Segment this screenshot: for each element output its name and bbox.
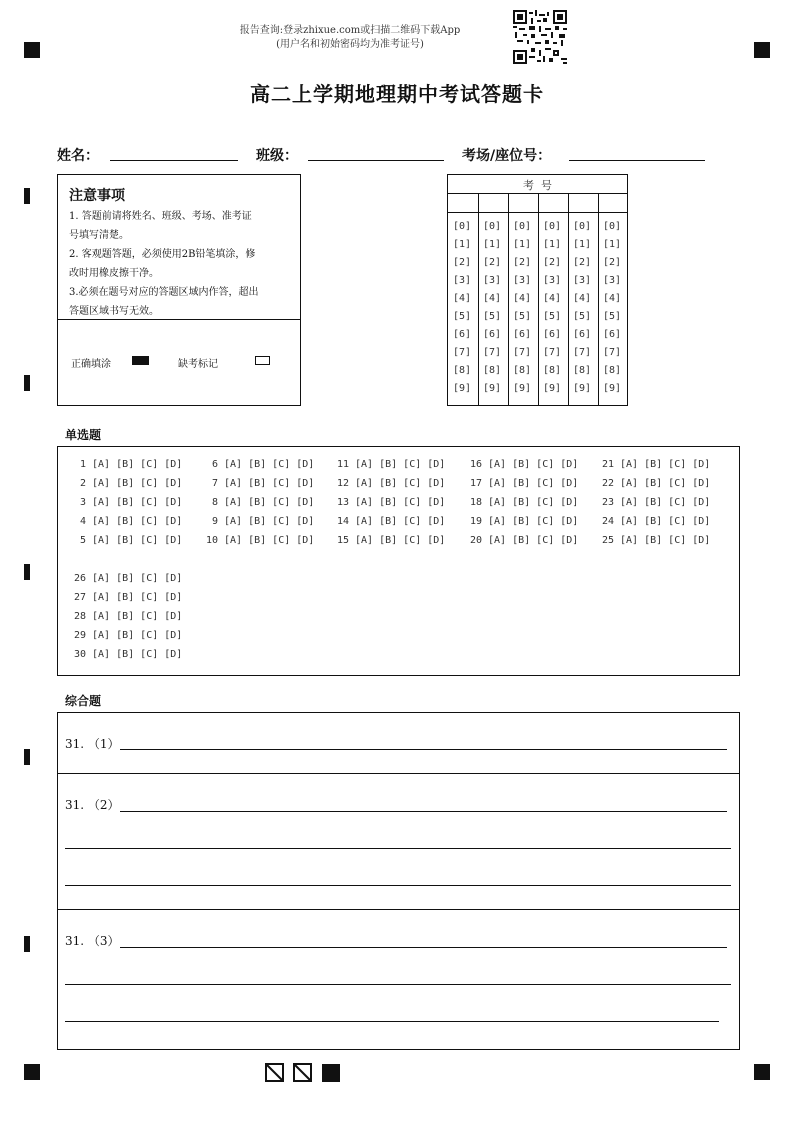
absent-mark-label: 缺考标记	[178, 359, 218, 370]
section-divider	[58, 909, 739, 910]
exam-digit-bubble[interactable]: [2]	[513, 257, 532, 268]
exam-digit-bubble[interactable]: [3]	[453, 275, 472, 286]
exam-digit-bubble[interactable]: [0]	[453, 221, 472, 232]
question-row	[468, 535, 578, 546]
exam-digit-bubble[interactable]: [6]	[603, 329, 622, 340]
exam-digit-bubble[interactable]: [9]	[483, 383, 502, 394]
answer-line[interactable]	[65, 1021, 719, 1022]
exam-digit-bubble[interactable]: [6]	[513, 329, 532, 340]
exam-digit-bubble[interactable]: [4]	[573, 293, 592, 304]
answer-options[interactable]: [A] [B] [C] [D]	[349, 497, 446, 508]
question-row	[72, 497, 182, 508]
question-number: 26	[73, 573, 86, 584]
exam-digit-bubble[interactable]: [3]	[573, 275, 592, 286]
answer-options[interactable]: [A] [B] [C] [D]	[482, 516, 579, 527]
question-number: 20	[469, 535, 482, 546]
exam-digit-bubble[interactable]: [3]	[483, 275, 502, 286]
question-number: 25	[601, 535, 614, 546]
question-row	[335, 497, 445, 508]
question-row	[72, 478, 182, 489]
exam-digit-bubble[interactable]: [5]	[573, 311, 592, 322]
exam-digit-bubble[interactable]: [2]	[453, 257, 472, 268]
answer-options[interactable]: [A] [B] [C] [D]	[482, 459, 579, 470]
timing-mark	[24, 936, 30, 952]
answer-line[interactable]	[120, 749, 727, 750]
answer-options[interactable]: [A] [B] [C] [D]	[218, 516, 315, 527]
answer-options[interactable]: [A] [B] [C] [D]	[86, 459, 183, 470]
notes-line: 改时用橡皮擦干净。	[69, 268, 159, 279]
seat-field[interactable]	[569, 160, 705, 161]
notes-line: 答题区域书写无效。	[69, 306, 159, 317]
question-number: 27	[73, 592, 86, 603]
exam-digit-bubble[interactable]: [2]	[603, 257, 622, 268]
section-divider	[58, 773, 739, 774]
question-row	[72, 630, 182, 641]
answer-options[interactable]: [A] [B] [C] [D]	[86, 611, 183, 622]
exam-digit-bubble[interactable]: [0]	[483, 221, 502, 232]
exam-digit-bubble[interactable]: [7]	[483, 347, 502, 358]
question-row	[72, 535, 182, 546]
exam-digit-bubble[interactable]: [1]	[573, 239, 592, 250]
exam-digit-bubble[interactable]: [3]	[543, 275, 562, 286]
exam-digit-bubble[interactable]: [4]	[513, 293, 532, 304]
name-label: 姓名：	[57, 148, 99, 164]
question-row	[204, 459, 314, 470]
question-number: 11	[336, 459, 349, 470]
question-number: 28	[73, 611, 86, 622]
exam-digit-bubble[interactable]: [8]	[573, 365, 592, 376]
question-number: 30	[73, 649, 86, 660]
answer-options[interactable]: [A] [B] [C] [D]	[218, 478, 315, 489]
exam-digit-bubble[interactable]: [9]	[453, 383, 472, 394]
exam-digit-bubble[interactable]: [1]	[483, 239, 502, 250]
question-row	[72, 592, 182, 603]
exam-digit-bubble[interactable]: [9]	[573, 383, 592, 394]
question-number: 2	[79, 478, 86, 489]
registration-mark-top-left	[24, 42, 40, 58]
question-number: 23	[601, 497, 614, 508]
question-number: 3	[79, 497, 86, 508]
question-31-2-label: 31. （2）	[65, 798, 120, 812]
answer-line[interactable]	[120, 811, 727, 812]
exam-digit-bubble[interactable]: [4]	[543, 293, 562, 304]
exam-digit-bubble[interactable]: [1]	[543, 239, 562, 250]
question-row	[204, 535, 314, 546]
page-title: 高二上学期地理期中考试答题卡	[250, 82, 544, 106]
question-row	[335, 516, 445, 527]
registration-mark-bottom-right	[754, 1064, 770, 1080]
exam-digit-bubble[interactable]: [6]	[453, 329, 472, 340]
single-choice-box	[57, 446, 740, 676]
answer-options[interactable]: [A] [B] [C] [D]	[482, 497, 579, 508]
answer-options[interactable]: [A] [B] [C] [D]	[86, 592, 183, 603]
exam-digit-bubble[interactable]: [1]	[603, 239, 622, 250]
timing-mark	[24, 749, 30, 765]
exam-digit-bubble[interactable]: [5]	[603, 311, 622, 322]
registration-mark-top-right	[754, 42, 770, 58]
exam-digit-bubble[interactable]: [7]	[573, 347, 592, 358]
report-query-note	[200, 24, 500, 52]
question-row	[204, 497, 314, 508]
answer-options[interactable]: [A] [B] [C] [D]	[86, 573, 183, 584]
crossed-box-icon	[266, 1064, 283, 1081]
answer-line[interactable]	[65, 885, 731, 886]
question-number: 14	[336, 516, 349, 527]
exam-digit-bubble[interactable]: [7]	[513, 347, 532, 358]
question-number: 13	[336, 497, 349, 508]
answer-options[interactable]: [A] [B] [C] [D]	[218, 497, 315, 508]
answer-options[interactable]: [A] [B] [C] [D]	[86, 630, 183, 641]
question-number: 9	[211, 516, 218, 527]
exam-digit-bubble[interactable]: [5]	[453, 311, 472, 322]
exam-digit-bubble[interactable]: [0]	[603, 221, 622, 232]
answer-line[interactable]	[120, 947, 727, 948]
question-row	[468, 516, 578, 527]
filled-box-icon	[322, 1064, 340, 1082]
question-row	[600, 478, 710, 489]
question-number: 22	[601, 478, 614, 489]
exam-digit-bubble[interactable]: [5]	[483, 311, 502, 322]
exam-digit-bubble[interactable]: [9]	[513, 383, 532, 394]
answer-options[interactable]: [A] [B] [C] [D]	[482, 535, 579, 546]
question-row	[468, 497, 578, 508]
question-31-1-label: 31. （1）	[65, 737, 120, 751]
exam-digit-bubble[interactable]: [8]	[543, 365, 562, 376]
answer-options[interactable]: [A] [B] [C] [D]	[614, 497, 711, 508]
exam-digit-bubble[interactable]: [4]	[483, 293, 502, 304]
timing-mark	[24, 188, 30, 204]
answer-options[interactable]: [A] [B] [C] [D]	[349, 478, 446, 489]
answer-options[interactable]: [A] [B] [C] [D]	[349, 459, 446, 470]
exam-digit-bubble[interactable]: [9]	[603, 383, 622, 394]
exam-digit-bubble[interactable]: [7]	[543, 347, 562, 358]
exam-digit-bubble[interactable]: [8]	[513, 365, 532, 376]
class-field[interactable]	[308, 160, 444, 161]
question-row	[204, 516, 314, 527]
exam-digit-bubble[interactable]: [3]	[603, 275, 622, 286]
page-id-marks	[265, 1063, 343, 1083]
question-row	[204, 478, 314, 489]
correct-fill-sample	[132, 356, 149, 365]
exam-digit-bubble[interactable]: [0]	[543, 221, 562, 232]
question-number: 19	[469, 516, 482, 527]
qr-code	[513, 10, 567, 64]
notes-line: 号填写清楚。	[69, 230, 129, 241]
answer-options[interactable]: [A] [B] [C] [D]	[614, 459, 711, 470]
exam-number-title: 考 号	[523, 179, 552, 192]
exam-digit-bubble[interactable]: [3]	[513, 275, 532, 286]
exam-digit-bubble[interactable]: [0]	[573, 221, 592, 232]
class-label: 班级：	[256, 148, 298, 164]
question-row	[600, 459, 710, 470]
question-row	[468, 478, 578, 489]
exam-digit-bubble[interactable]: [0]	[513, 221, 532, 232]
exam-digit-bubble[interactable]: [5]	[513, 311, 532, 322]
question-number: 12	[336, 478, 349, 489]
report-query-line1: 报告查询:登录zhixue.com或扫描二维码下载App	[239, 25, 461, 36]
question-row	[335, 478, 445, 489]
question-number: 15	[336, 535, 349, 546]
question-number: 29	[73, 630, 86, 641]
answer-options[interactable]: [A] [B] [C] [D]	[349, 535, 446, 546]
question-row	[600, 497, 710, 508]
exam-digit-bubble[interactable]: [1]	[513, 239, 532, 250]
question-number: 1	[79, 459, 86, 470]
exam-digit-bubble[interactable]: [8]	[603, 365, 622, 376]
correct-fill-label: 正确填涂	[71, 359, 111, 370]
answer-options[interactable]: [A] [B] [C] [D]	[349, 516, 446, 527]
exam-number-col-dividers	[448, 193, 627, 405]
exam-digit-bubble[interactable]: [6]	[483, 329, 502, 340]
answer-options[interactable]: [A] [B] [C] [D]	[218, 535, 315, 546]
answer-options[interactable]: [A] [B] [C] [D]	[614, 535, 711, 546]
absent-mark-box[interactable]	[255, 356, 270, 365]
exam-digit-bubble[interactable]: [8]	[453, 365, 472, 376]
registration-mark-bottom-left	[24, 1064, 40, 1080]
exam-digit-bubble[interactable]: [2]	[483, 257, 502, 268]
notes-line: 2. 客观题答题，必须使用2B铅笔填涂，修	[69, 249, 256, 260]
question-number: 7	[211, 478, 218, 489]
exam-digit-bubble[interactable]: [2]	[573, 257, 592, 268]
notes-text	[69, 207, 297, 321]
answer-options[interactable]: [A] [B] [C] [D]	[86, 649, 183, 660]
exam-digit-bubble[interactable]: [8]	[483, 365, 502, 376]
answer-line[interactable]	[65, 848, 731, 849]
notes-box	[57, 174, 301, 406]
notes-divider	[58, 319, 300, 320]
notes-line: 3.必须在题号对应的答题区域内作答，超出	[69, 287, 259, 298]
question-number: 5	[79, 535, 86, 546]
answer-options[interactable]: [A] [B] [C] [D]	[218, 459, 315, 470]
exam-digit-bubble[interactable]: [7]	[603, 347, 622, 358]
exam-digit-bubble[interactable]: [2]	[543, 257, 562, 268]
answer-options[interactable]: [A] [B] [C] [D]	[482, 478, 579, 489]
question-row	[72, 516, 182, 527]
question-row	[72, 611, 182, 622]
timing-mark	[24, 564, 30, 580]
crossed-box-icon	[294, 1064, 311, 1081]
question-number: 6	[211, 459, 218, 470]
exam-digit-bubble[interactable]: [5]	[543, 311, 562, 322]
question-31-3-label: 31. （3）	[65, 934, 120, 948]
report-query-line2: (用户名和初始密码均为准考证号)	[276, 39, 424, 50]
notes-line: 1. 答题前请将姓名、班级、考场、准考证	[69, 211, 252, 222]
question-row	[600, 516, 710, 527]
answer-line[interactable]	[65, 984, 731, 985]
seat-label: 考场/座位号：	[462, 148, 552, 164]
question-row	[72, 459, 182, 470]
exam-digit-bubble[interactable]: [4]	[453, 293, 472, 304]
question-row	[335, 459, 445, 470]
exam-digit-bubble[interactable]: [9]	[543, 383, 562, 394]
question-number: 4	[79, 516, 86, 527]
question-number: 24	[601, 516, 614, 527]
name-field[interactable]	[110, 160, 238, 161]
answer-options[interactable]: [A] [B] [C] [D]	[86, 497, 183, 508]
question-row	[72, 573, 182, 584]
comprehensive-label: 综合题	[65, 694, 102, 708]
question-number: 21	[601, 459, 614, 470]
question-row	[600, 535, 710, 546]
exam-digit-bubble[interactable]: [1]	[453, 239, 472, 250]
question-number: 10	[205, 535, 218, 546]
answer-options[interactable]: [A] [B] [C] [D]	[614, 516, 711, 527]
exam-digit-bubble[interactable]: [6]	[573, 329, 592, 340]
exam-digit-bubble[interactable]: [7]	[453, 347, 472, 358]
exam-number-grid	[447, 174, 628, 406]
answer-options[interactable]: [A] [B] [C] [D]	[86, 516, 183, 527]
question-row	[335, 535, 445, 546]
question-number: 16	[469, 459, 482, 470]
notes-title: 注意事项	[69, 188, 125, 204]
question-number: 18	[469, 497, 482, 508]
answer-options[interactable]: [A] [B] [C] [D]	[614, 478, 711, 489]
answer-options[interactable]: [A] [B] [C] [D]	[86, 478, 183, 489]
exam-digit-bubble[interactable]: [6]	[543, 329, 562, 340]
timing-mark	[24, 375, 30, 391]
question-number: 8	[211, 497, 218, 508]
single-choice-label: 单选题	[65, 428, 102, 442]
answer-options[interactable]: [A] [B] [C] [D]	[86, 535, 183, 546]
exam-digit-bubble[interactable]: [4]	[603, 293, 622, 304]
question-row	[72, 649, 182, 660]
comprehensive-box	[57, 712, 740, 1050]
question-number: 17	[469, 478, 482, 489]
question-row	[468, 459, 578, 470]
